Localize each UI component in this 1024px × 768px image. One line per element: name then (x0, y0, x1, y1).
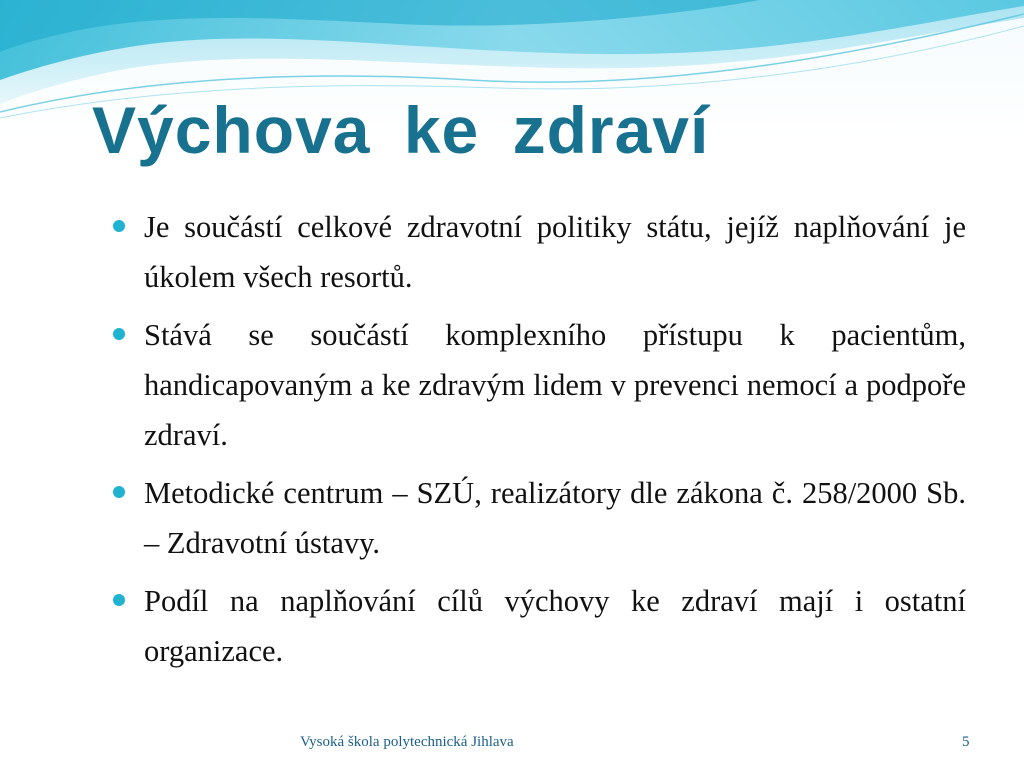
bullet-text: Podíl na naplňování cílů výchovy ke zdraví mají i ostatní organizace. (144, 584, 966, 668)
bullet-text: Stává se součástí komplexního přístupu k pacientům, handicapovaným a ke zdravým lidem v prevenci nemocí a podpoře zdraví. (144, 318, 966, 452)
slide-title: Výchova ke zdraví (92, 93, 710, 167)
bullet-item (113, 310, 966, 460)
bullet-item (113, 468, 966, 568)
bullet-item (113, 202, 966, 302)
bullet-text: Metodické centrum – SZÚ, realizátory dle zákona č. 258/2000 Sb. – Zdravotní ústavy. (144, 476, 966, 560)
bullet-dot-icon (113, 594, 125, 606)
bullet-text: Je součástí celkové zdravotní politiky státu, jejíž naplňování je úkolem všech resortů. (144, 210, 966, 294)
bullet-dot-icon (113, 328, 125, 340)
page-number: 5 (962, 734, 970, 750)
bullet-list (113, 202, 966, 684)
bullet-dot-icon (113, 486, 125, 498)
footer-institution: Vysoká škola polytechnická Jihlava (300, 734, 514, 750)
bullet-item (113, 576, 966, 676)
bullet-dot-icon (113, 220, 125, 232)
